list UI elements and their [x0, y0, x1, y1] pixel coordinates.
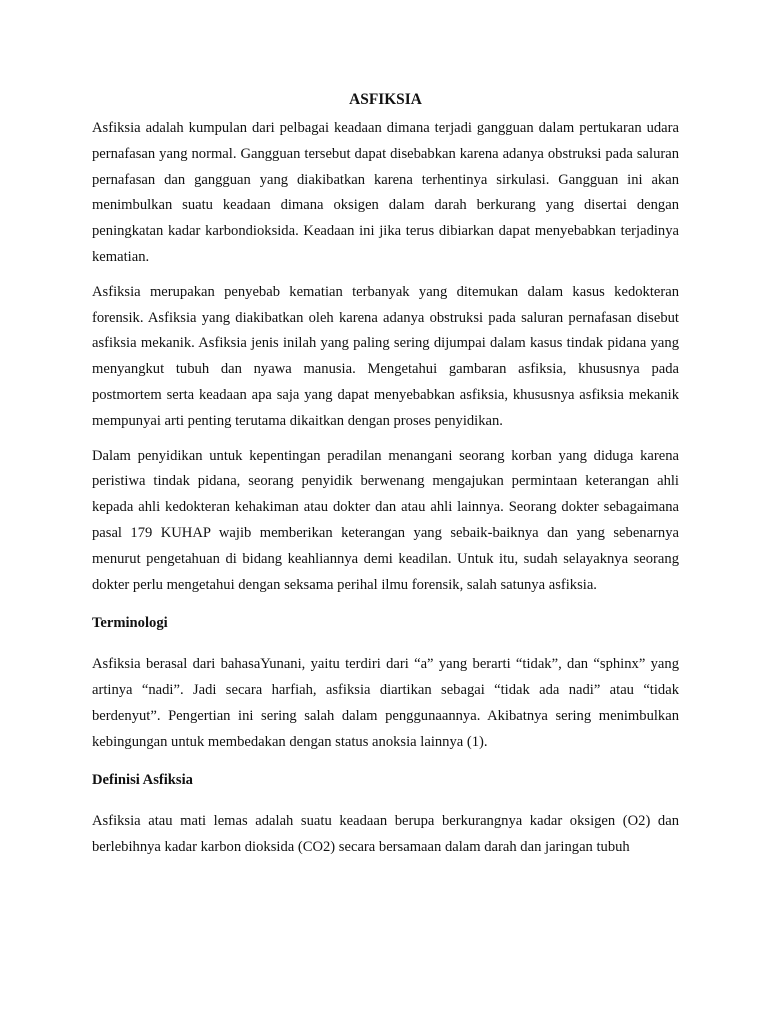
intro-paragraph-3: Dalam penyidikan untuk kepentingan peradilan menangani seorang korban yang diduga karena peristiwa tindak pidana, seorang penyidik berwenang mengajukan permintaan keterangan ahli kepada ahli kedokteran kehakiman atau dokter dan atau ahli lainnya. Seorang dokter sebagaimana pasal 179 KUHAP wajib memberikan keterangan yang sebaik-baiknya dan yang sebenarnya menurut pengetahuan di bidang keahliannya demi keadilan. Untuk itu, sudah selayaknya seorang dokter perlu mengetahui dengan seksama perihal ilmu forensik, salah satunya asfiksia. — [92, 447, 679, 593]
definisi-paragraph: Asfiksia atau mati lemas adalah suatu keadaan berupa berkurangnya kadar oksigen (O2) dan berlebihnya kadar karbon dioksida (CO2) secara bersamaan dalam darah dan jaringan tubuh — [92, 813, 679, 855]
terminologi-heading: Terminologi — [92, 615, 168, 632]
terminologi-paragraph: Asfiksia berasal dari bahasaYunani, yaitu terdiri dari “a” yang berarti “tidak”, dan “sphinx” yang artinya “nadi”. Jadi secara harfiah, asfiksia diartikan sebagai “tidak ada nadi” atau “tidak berdenyut”. Pengertian ini sering salah dalam penggunaannya. Akibatnya sering menimbulkan kebingungan untuk membedakan dengan status anoksia lainnya (1). — [92, 656, 679, 750]
document-title: ASFIKSIA — [349, 91, 422, 108]
definisi-heading: Definisi Asfiksia — [92, 772, 193, 789]
intro-paragraph-1: Asfiksia adalah kumpulan dari pelbagai keadaan dimana terjadi gangguan dalam pertukaran udara pernafasan yang normal. Gangguan tersebut dapat disebabkan karena adanya obstruksi pada saluran pernafasan dan gangguan yang diakibatkan karena terhentinya sirkulasi. Gangguan ini akan menimbulkan suatu keadaan dimana oksigen dalam darah berkurang yang disertai dengan peningkatan kadar karbondioksida. Keadaan ini jika terus dibiarkan dapat menyebabkan terjadinya kematian. — [92, 120, 679, 265]
intro-paragraph-2: Asfiksia merupakan penyebab kematian terbanyak yang ditemukan dalam kasus kedokteran forensik. Asfiksia yang diakibatkan oleh karena adanya obstruksi pada saluran pernafasan disebut asfiksia mekanik. Asfiksia jenis inilah yang paling sering dijumpai dalam kasus tindak pidana yang menyangkut tubuh dan nyawa manusia. Mengetahui gambaran asfiksia, khususnya pada postmortem serta keadaan apa saja yang dapat menyebabkan asfiksia, khususnya asfiksia mekanik mempunyai arti penting terutama dikaitkan dengan proses penyidikan. — [92, 283, 679, 429]
document-body — [92, 88, 679, 870]
